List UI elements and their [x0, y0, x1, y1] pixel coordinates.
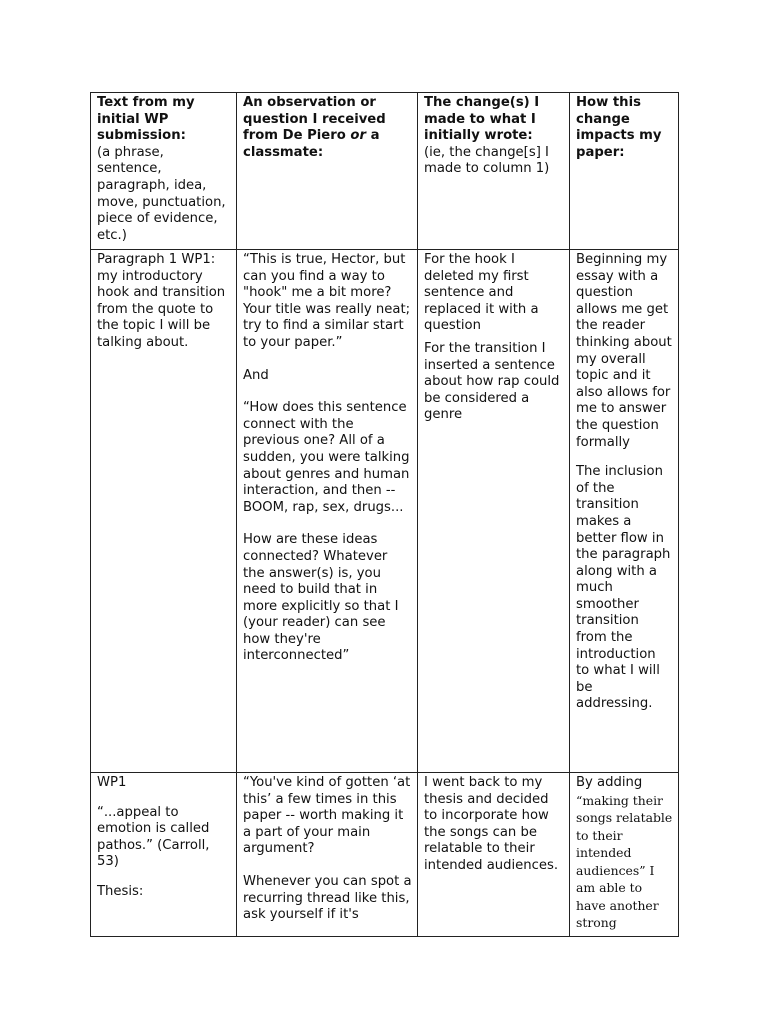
- cell-impact: [570, 773, 679, 937]
- cell-observation: [237, 773, 418, 937]
- cell-paragraph: For the hook I deleted my first sentence and replaced it with a question: [424, 252, 539, 334]
- header-title: How this change impacts my paper:: [576, 95, 662, 160]
- header-row: [91, 93, 679, 250]
- cell-paragraph: I went back to my thesis and decided to incorporate how the songs can be relatable to their intended audiences.: [424, 775, 559, 873]
- cell-paragraph: Beginning my essay with a question allows me get the reader thinking about my overall topic and it also allows for me to answer the question formally: [576, 252, 672, 450]
- cell-observation: [237, 250, 418, 773]
- header-cell-observation: [237, 93, 418, 250]
- cell-original-text: [91, 250, 237, 773]
- cell-paragraph: The inclusion of the transition makes a better flow in the paragraph along with a much smoother transition from the introduction to what I will be addressing.: [576, 464, 671, 712]
- cell-paragraph: “You've kind of gotten ‘at this’ a few times in this paper -- worth making it a part of your main argument?: [243, 775, 411, 857]
- header-title-part: An observation or question I received from De Piero: [243, 95, 386, 144]
- header-cell-text: [91, 93, 237, 250]
- cell-paragraph: For the transition I inserted a sentence about how rap could be considered a genre: [424, 340, 560, 423]
- header-title: Text from my initial WP submission:: [97, 95, 195, 144]
- table-row: [91, 250, 679, 773]
- cell-paragraph-serif: “making their songs relatable to their intended audiences” I am able to have another strong: [576, 792, 673, 931]
- cell-paragraph: And: [243, 367, 269, 383]
- revision-table: [90, 92, 679, 937]
- header-title-emphasis: or: [350, 128, 366, 144]
- header-cell-changes: [418, 93, 570, 250]
- cell-changes: [418, 773, 570, 937]
- cell-changes: [418, 250, 570, 773]
- header-title: The change(s) I made to what I initially wrote:: [424, 95, 540, 144]
- cell-paragraph: “How does this sentence connect with the previous one? All of a sudden, you were talking about genres and human interaction, and then -- BOOM, rap, sex, drugs...: [243, 400, 410, 515]
- header-note: (ie, the change[s] I made to column 1): [424, 144, 550, 177]
- header-cell-impact: [570, 93, 679, 250]
- cell-paragraph: How are these ideas connected? Whatever the answer(s) is, you need to build that in more explicitly so that I (your reader) can see how they're interconnected”: [243, 532, 399, 664]
- cell-original-text: [91, 773, 237, 937]
- cell-paragraph: “This is true, Hector, but can you find a way to "hook" me a bit more? Your title was really neat; try to find a similar start to your paper.”: [243, 252, 411, 350]
- header-note: (a phrase, sentence, paragraph, idea, move, punctuation, piece of evidence, etc.): [97, 144, 226, 243]
- cell-impact: [570, 250, 679, 773]
- cell-paragraph: WP1: [97, 775, 127, 790]
- table-row: [91, 773, 679, 937]
- cell-paragraph: Whenever you can spot a recurring thread like this, ask yourself if it's: [243, 873, 412, 923]
- cell-paragraph: Paragraph 1 WP1: my introductory hook and transition from the quote to the topic I will be talking about.: [97, 252, 226, 350]
- cell-paragraph: Thesis:: [97, 883, 144, 899]
- header-title: [243, 95, 412, 161]
- header-title-part: a classmate:: [243, 128, 380, 160]
- cell-paragraph: “...appeal to emotion is called pathos.” (Carroll, 53): [97, 804, 210, 870]
- cell-paragraph-lead: By adding: [576, 775, 643, 790]
